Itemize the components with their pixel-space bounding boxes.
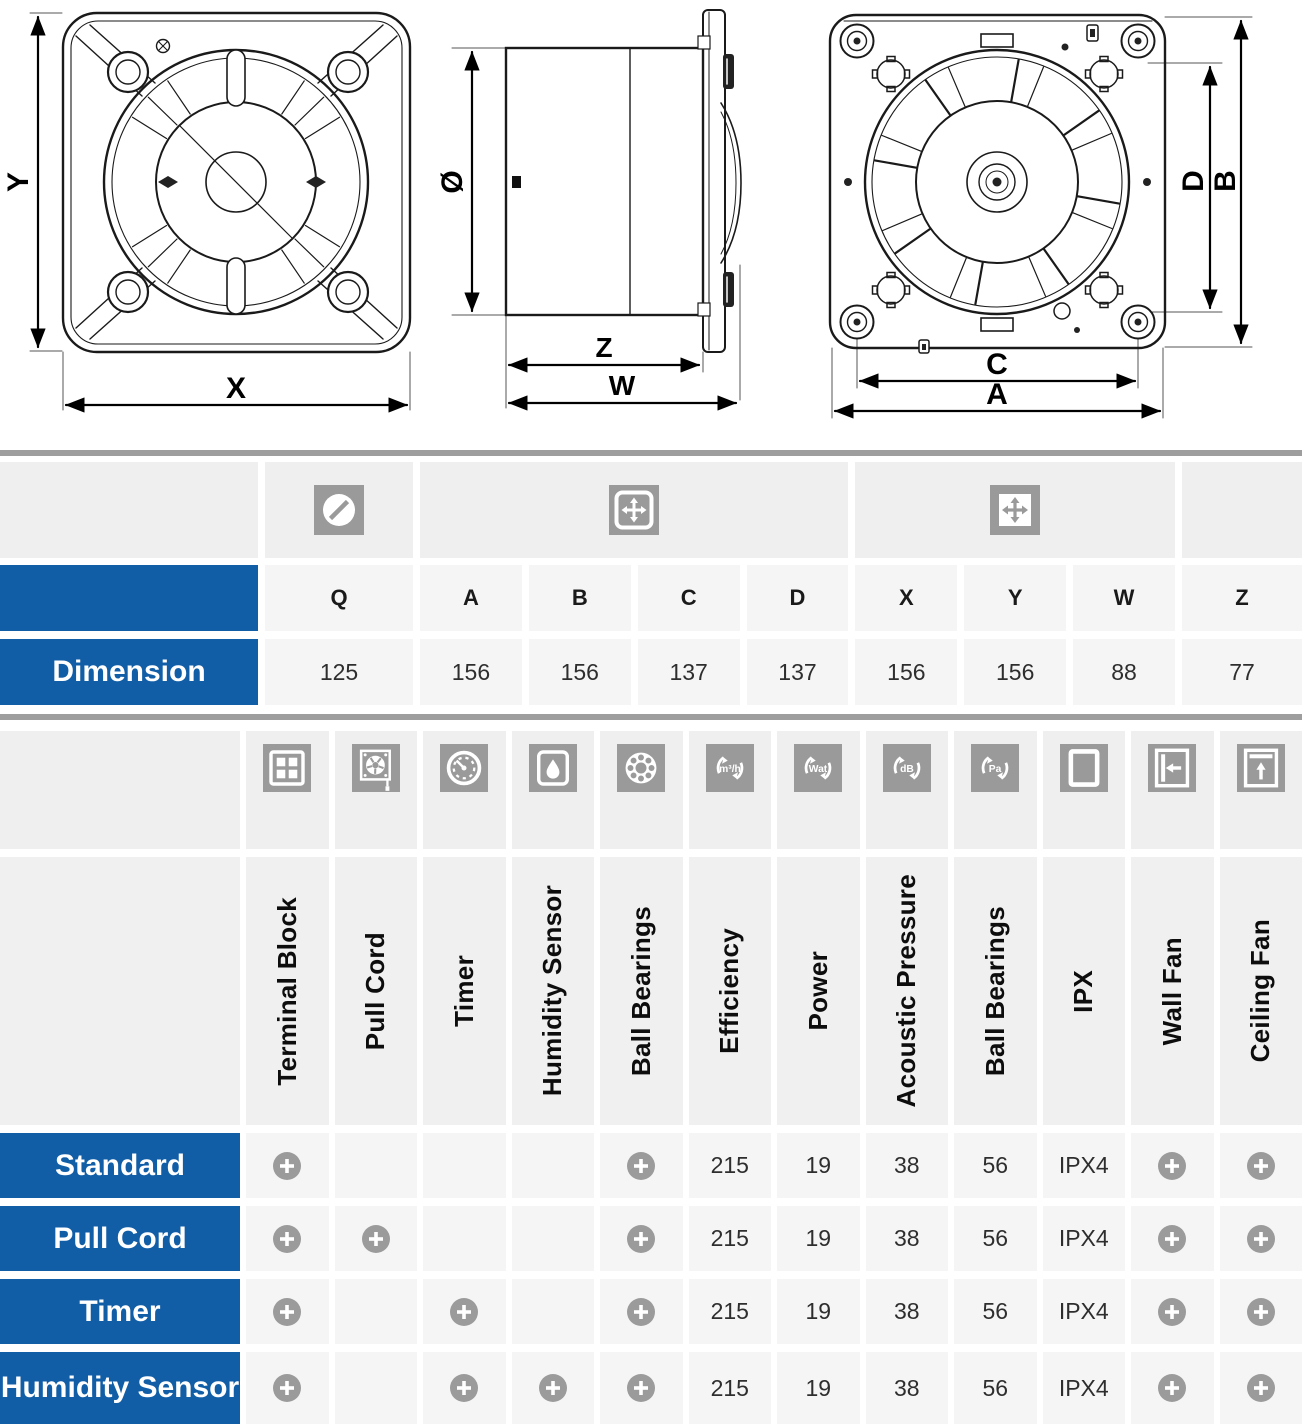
pascal-cycle-icon xyxy=(971,744,1019,792)
dim-value-Q: 125 xyxy=(265,639,413,705)
feature-cell-empty xyxy=(335,1352,418,1424)
feature-row xyxy=(0,1352,1302,1424)
feature-col-label: Acoustic Pressure xyxy=(891,874,922,1108)
dimension-header-row xyxy=(0,565,1302,631)
feature-cell-value: 56 xyxy=(954,1206,1037,1271)
feature-row-label: Pull Cord xyxy=(0,1206,240,1271)
ball-bearing-icon xyxy=(617,744,665,792)
feature-row xyxy=(0,1133,1302,1198)
airflow-cycle-icon xyxy=(706,744,754,792)
dim-value-X: 156 xyxy=(855,639,957,705)
feature-cell-included xyxy=(246,1133,329,1198)
ceiling-mount-icon xyxy=(1237,744,1285,792)
plus-icon xyxy=(272,1297,302,1327)
plus-icon xyxy=(272,1151,302,1181)
dim-value-A: 156 xyxy=(420,639,522,705)
feature-cell-included xyxy=(1131,1352,1214,1424)
feature-col-header xyxy=(335,857,418,1125)
feature-col-label: Terminal Block xyxy=(271,896,302,1086)
svg-text:Pa: Pa xyxy=(988,764,1002,775)
feature-cell-value: 19 xyxy=(777,1206,860,1271)
plus-icon xyxy=(1246,1151,1276,1181)
dim-value-Z: 77 xyxy=(1182,639,1302,705)
feature-cell-empty xyxy=(512,1279,595,1344)
feature-col-label: Ball Bearings xyxy=(979,905,1010,1077)
feature-cell-included xyxy=(1220,1279,1302,1344)
diameter-icon xyxy=(314,485,364,535)
expand-arrows-icon xyxy=(990,485,1040,535)
feature-row-label: Timer xyxy=(0,1279,240,1344)
feature-icon-cell xyxy=(777,731,860,849)
feature-icons-spacer xyxy=(0,731,240,849)
dim-col-header-X: X xyxy=(855,565,957,631)
feature-cell-value: 215 xyxy=(689,1279,772,1344)
feature-icon-cell xyxy=(1220,731,1302,849)
move-arrows-icon-cell xyxy=(420,462,848,558)
dimension-table xyxy=(0,462,1302,705)
feature-row-label: Humidity Sensor xyxy=(0,1352,240,1424)
terminal-block-icon xyxy=(263,744,311,792)
feature-col-header xyxy=(423,857,506,1125)
feature-col-header xyxy=(689,857,772,1125)
feature-cell-included xyxy=(1131,1133,1214,1198)
feature-cell-empty xyxy=(512,1133,595,1198)
feature-col-header xyxy=(512,857,595,1125)
feature-cell-included xyxy=(423,1279,506,1344)
plus-icon xyxy=(1157,1224,1187,1254)
decibel-cycle-icon xyxy=(883,744,931,792)
feature-col-label: Power xyxy=(802,951,833,1031)
front-view-drawing xyxy=(2,13,410,410)
plus-icon xyxy=(361,1224,391,1254)
front-width-label: X xyxy=(225,372,247,405)
plus-icon xyxy=(626,1224,656,1254)
feature-col-header xyxy=(777,857,860,1125)
feature-icon-cell xyxy=(512,731,595,849)
feature-cell-included xyxy=(1220,1206,1302,1271)
feature-cell-value: 38 xyxy=(866,1206,949,1271)
feature-cell-empty xyxy=(423,1206,506,1271)
feature-col-label: Ball Bearings xyxy=(625,905,656,1077)
feature-col-header xyxy=(954,857,1037,1125)
feature-cell-included xyxy=(600,1279,683,1344)
feature-rows xyxy=(0,1133,1302,1424)
plus-icon xyxy=(272,1224,302,1254)
feature-col-label: Pull Cord xyxy=(360,931,391,1051)
feature-cell-included xyxy=(1220,1133,1302,1198)
feature-col-label: Humidity Sensor xyxy=(537,885,568,1097)
plus-icon xyxy=(1157,1151,1187,1181)
dim-col-header-Y: Y xyxy=(964,565,1066,631)
diameter-icon-cell xyxy=(265,462,413,558)
feature-cell-included xyxy=(246,1352,329,1424)
feature-cell-included xyxy=(600,1133,683,1198)
side-view-drawing xyxy=(436,10,741,408)
feature-cell-value: 38 xyxy=(866,1133,949,1198)
dim-value-D: 137 xyxy=(747,639,849,705)
feature-icon-cell xyxy=(335,731,418,849)
feature-cell-empty xyxy=(335,1279,418,1344)
feature-cell-empty xyxy=(512,1206,595,1271)
front-height-label: Y xyxy=(2,171,35,193)
feature-cell-included xyxy=(246,1206,329,1271)
plus-icon xyxy=(626,1297,656,1327)
feature-cell-empty xyxy=(335,1133,418,1198)
plus-icon xyxy=(1157,1297,1187,1327)
plus-icon xyxy=(1246,1224,1276,1254)
back-height-label: B xyxy=(1209,170,1242,192)
watt-cycle-icon xyxy=(794,744,842,792)
feature-col-header xyxy=(1131,857,1214,1125)
feature-cell-value: 215 xyxy=(689,1352,772,1424)
plus-icon xyxy=(1246,1373,1276,1403)
svg-text:m³/h: m³/h xyxy=(718,764,741,775)
feature-cell-value: 38 xyxy=(866,1352,949,1424)
dim-value-B: 156 xyxy=(529,639,631,705)
feature-cell-value: 19 xyxy=(777,1133,860,1198)
dimension-values-row xyxy=(0,639,1302,705)
plus-icon xyxy=(538,1373,568,1403)
feature-col-label: Wall Fan xyxy=(1156,936,1187,1046)
feature-col-label: Ceiling Fan xyxy=(1245,919,1276,1063)
dim-col-header-Z: Z xyxy=(1182,565,1302,631)
feature-icon-cell xyxy=(689,731,772,849)
dimension-icons-spacer-z xyxy=(1182,462,1302,558)
back-width-label: A xyxy=(986,378,1008,411)
feature-row xyxy=(0,1206,1302,1271)
dimension-icons-spacer xyxy=(0,462,258,558)
back-view-drawing xyxy=(830,15,1252,418)
feature-cell-included xyxy=(512,1352,595,1424)
separator-bar-top xyxy=(0,450,1302,456)
plus-icon xyxy=(1157,1373,1187,1403)
feature-cell-included xyxy=(423,1352,506,1424)
feature-cell-value: 56 xyxy=(954,1279,1037,1344)
feature-icon-cell xyxy=(954,731,1037,849)
feature-col-header xyxy=(866,857,949,1125)
feature-col-header xyxy=(1043,857,1126,1125)
svg-text:Wat: Wat xyxy=(809,764,828,775)
feature-cell-included xyxy=(1131,1279,1214,1344)
dim-col-header-W: W xyxy=(1073,565,1175,631)
side-duct-depth-label: Z xyxy=(595,332,613,363)
feature-cell-value: 19 xyxy=(777,1352,860,1424)
feature-cell-value: 215 xyxy=(689,1206,772,1271)
ipx-rating-icon xyxy=(1060,744,1108,792)
feature-cell-included xyxy=(1131,1206,1214,1271)
feature-col-label: Efficiency xyxy=(714,928,745,1054)
dim-value-C: 137 xyxy=(638,639,740,705)
feature-icon-cell xyxy=(600,731,683,849)
side-diameter-label: Ø xyxy=(436,170,469,194)
plus-icon xyxy=(272,1373,302,1403)
feature-cell-value: 56 xyxy=(954,1133,1037,1198)
dim-value-W: 88 xyxy=(1073,639,1175,705)
feature-cell-included xyxy=(600,1352,683,1424)
feature-header-row xyxy=(0,857,1302,1125)
feature-col-header xyxy=(600,857,683,1125)
plus-icon xyxy=(449,1373,479,1403)
feature-icon-cell xyxy=(423,731,506,849)
dim-col-header-C: C xyxy=(638,565,740,631)
feature-cell-included xyxy=(335,1206,418,1271)
dim-col-header-A: A xyxy=(420,565,522,631)
move-arrows-icon xyxy=(609,485,659,535)
separator-bar-middle xyxy=(0,714,1302,720)
feature-icon-cell xyxy=(1043,731,1126,849)
feature-cell-included xyxy=(246,1279,329,1344)
feature-icon-cell xyxy=(866,731,949,849)
plus-icon xyxy=(626,1373,656,1403)
feature-row-label: Standard xyxy=(0,1133,240,1198)
feature-cell-value: IPX4 xyxy=(1043,1352,1126,1424)
feature-cell-empty xyxy=(423,1133,506,1198)
feature-col-label: Timer xyxy=(448,955,479,1027)
dimension-icons-row xyxy=(0,462,1302,558)
dim-col-header-D: D xyxy=(747,565,849,631)
feature-cell-value: IPX4 xyxy=(1043,1133,1126,1198)
feature-cell-value: 38 xyxy=(866,1279,949,1344)
feature-cell-value: IPX4 xyxy=(1043,1279,1126,1344)
feature-cell-included xyxy=(1220,1352,1302,1424)
feature-col-header xyxy=(246,857,329,1125)
pull-cord-icon xyxy=(352,744,400,792)
feature-cell-value: IPX4 xyxy=(1043,1206,1126,1271)
feature-cell-included xyxy=(600,1206,683,1271)
back-hole-spacing-v-label: D xyxy=(1177,170,1210,192)
feature-col-label: IPX xyxy=(1068,969,1099,1013)
feature-table xyxy=(0,731,1302,1424)
expand-arrows-icon-cell xyxy=(855,462,1175,558)
plus-icon xyxy=(626,1151,656,1181)
dimension-header-spacer xyxy=(0,565,258,631)
timer-icon xyxy=(440,744,488,792)
feature-icon-cell xyxy=(1131,731,1214,849)
feature-row xyxy=(0,1279,1302,1344)
feature-cell-value: 19 xyxy=(777,1279,860,1344)
feature-header-spacer xyxy=(0,857,240,1125)
humidity-sensor-icon xyxy=(529,744,577,792)
feature-icons-row xyxy=(0,731,1302,849)
plus-icon xyxy=(1246,1297,1276,1327)
dim-col-header-B: B xyxy=(529,565,631,631)
technical-drawings xyxy=(0,0,1302,450)
dim-col-header-Q: Q xyxy=(265,565,413,631)
dim-value-Y: 156 xyxy=(964,639,1066,705)
side-total-depth-label: W xyxy=(608,370,636,401)
dimension-row-label: Dimension xyxy=(0,639,258,705)
back-hole-spacing-h-label: C xyxy=(986,348,1008,381)
feature-col-header xyxy=(1220,857,1302,1125)
plus-icon xyxy=(449,1297,479,1327)
svg-text:dB: dB xyxy=(899,764,914,775)
feature-cell-value: 215 xyxy=(689,1133,772,1198)
feature-icon-cell xyxy=(246,731,329,849)
feature-cell-value: 56 xyxy=(954,1352,1037,1424)
wall-mount-icon xyxy=(1148,744,1196,792)
